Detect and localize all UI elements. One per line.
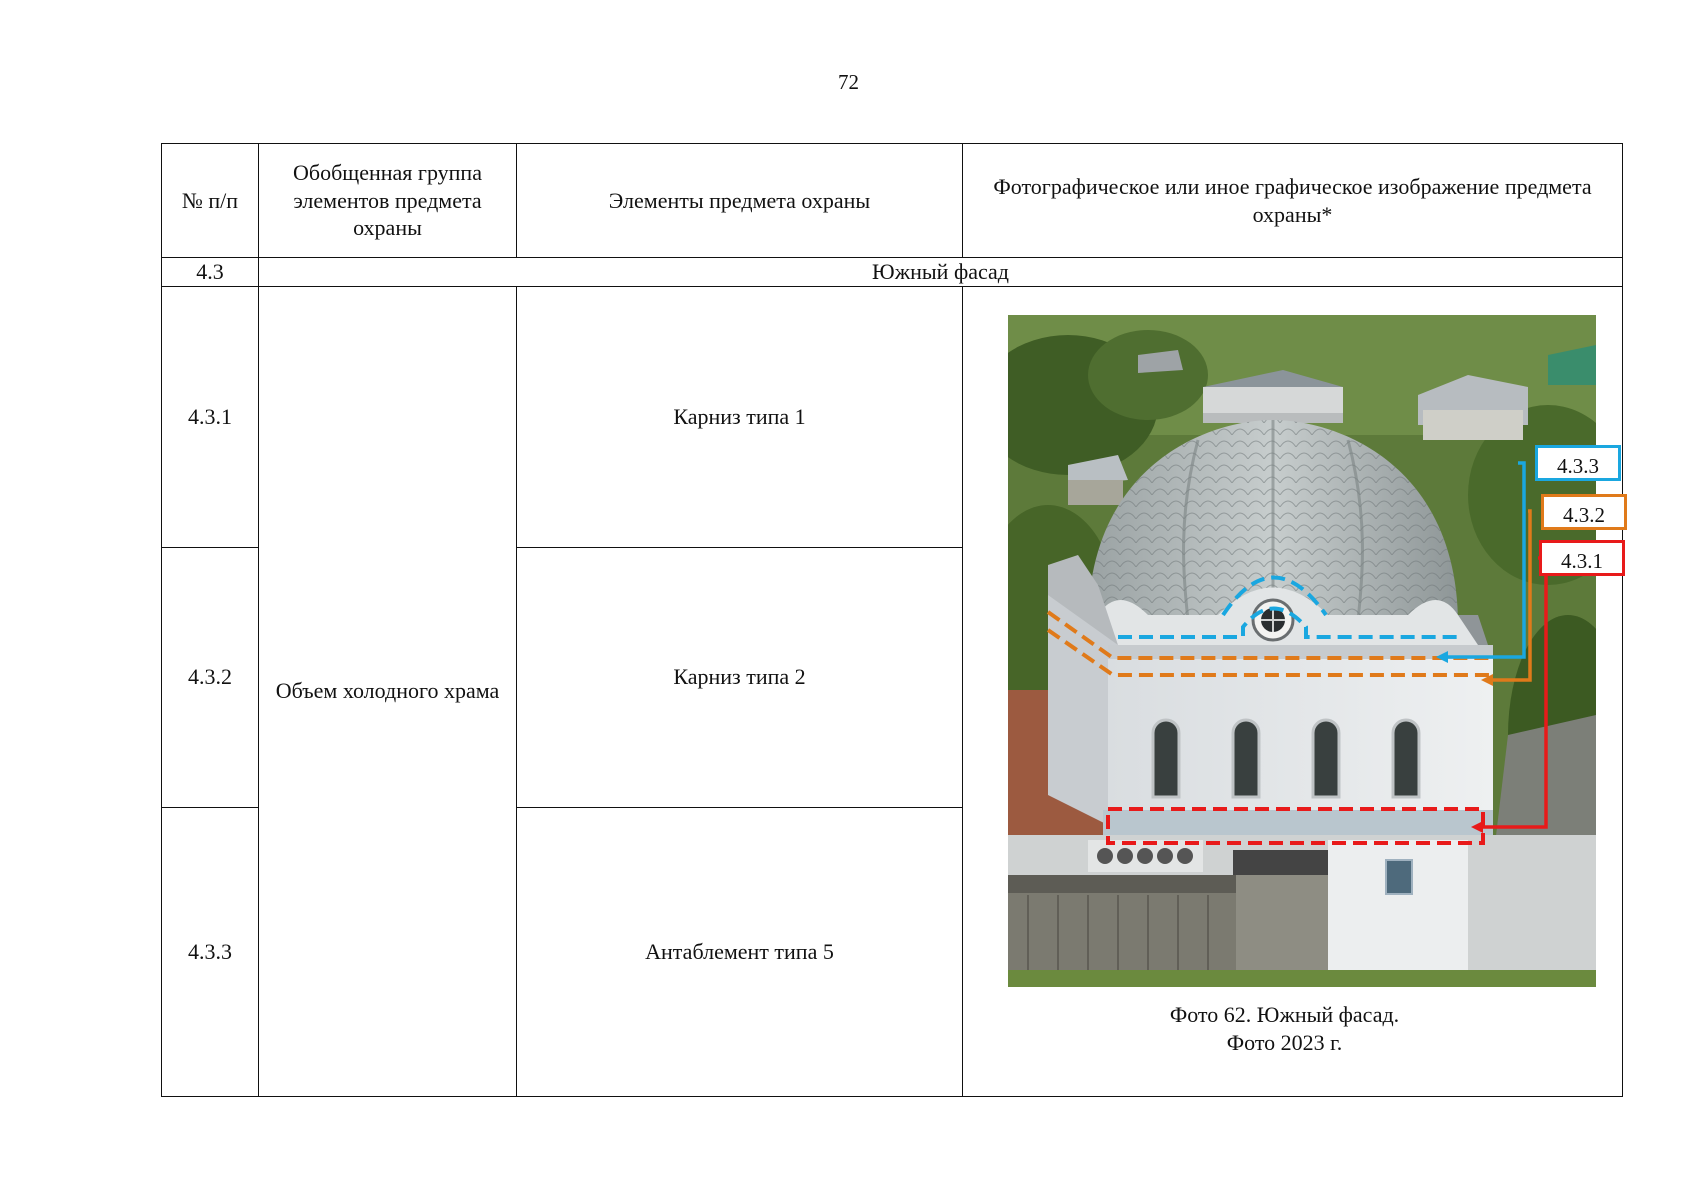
- section-row: [162, 258, 1623, 287]
- page-number: 72: [838, 70, 859, 94]
- photo-area: [971, 288, 1605, 1094]
- caption-line: Фото 62. Южный фасад.: [1169, 1002, 1400, 1028]
- row-element: Карниз типа 1: [517, 286, 963, 547]
- section-num: 4.3: [162, 258, 259, 287]
- header-image: Фотографическое или иное графическое изображение предмета охраны*: [963, 144, 1623, 258]
- facade-photo: [1008, 315, 1596, 987]
- section-title: Южный фасад: [259, 258, 1623, 287]
- row-element: Карниз типа 2: [517, 547, 963, 807]
- header-elements: Элементы предмета охраны: [517, 144, 963, 258]
- header-group: Обобщенная группа элементов предмета охраны: [259, 144, 517, 258]
- photo-caption: [971, 1001, 1598, 1057]
- table-row: [162, 286, 1623, 547]
- callout-label: 4.3.2: [1541, 494, 1627, 530]
- row-num: 4.3.2: [162, 547, 259, 807]
- header-num: № п/п: [162, 144, 259, 258]
- protection-table: [161, 143, 1623, 1097]
- callout-label: 4.3.1: [1539, 540, 1625, 576]
- row-num: 4.3.3: [162, 807, 259, 1096]
- caption-line: Фото 2023 г.: [1226, 1030, 1343, 1056]
- group-name: Объем холодного храма: [259, 286, 517, 1096]
- callout-label: 4.3.3: [1535, 445, 1621, 481]
- photo-cell: [963, 286, 1623, 1096]
- row-element: Антаблемент типа 5: [517, 807, 963, 1096]
- table-header-row: [162, 144, 1623, 258]
- row-num: 4.3.1: [162, 286, 259, 547]
